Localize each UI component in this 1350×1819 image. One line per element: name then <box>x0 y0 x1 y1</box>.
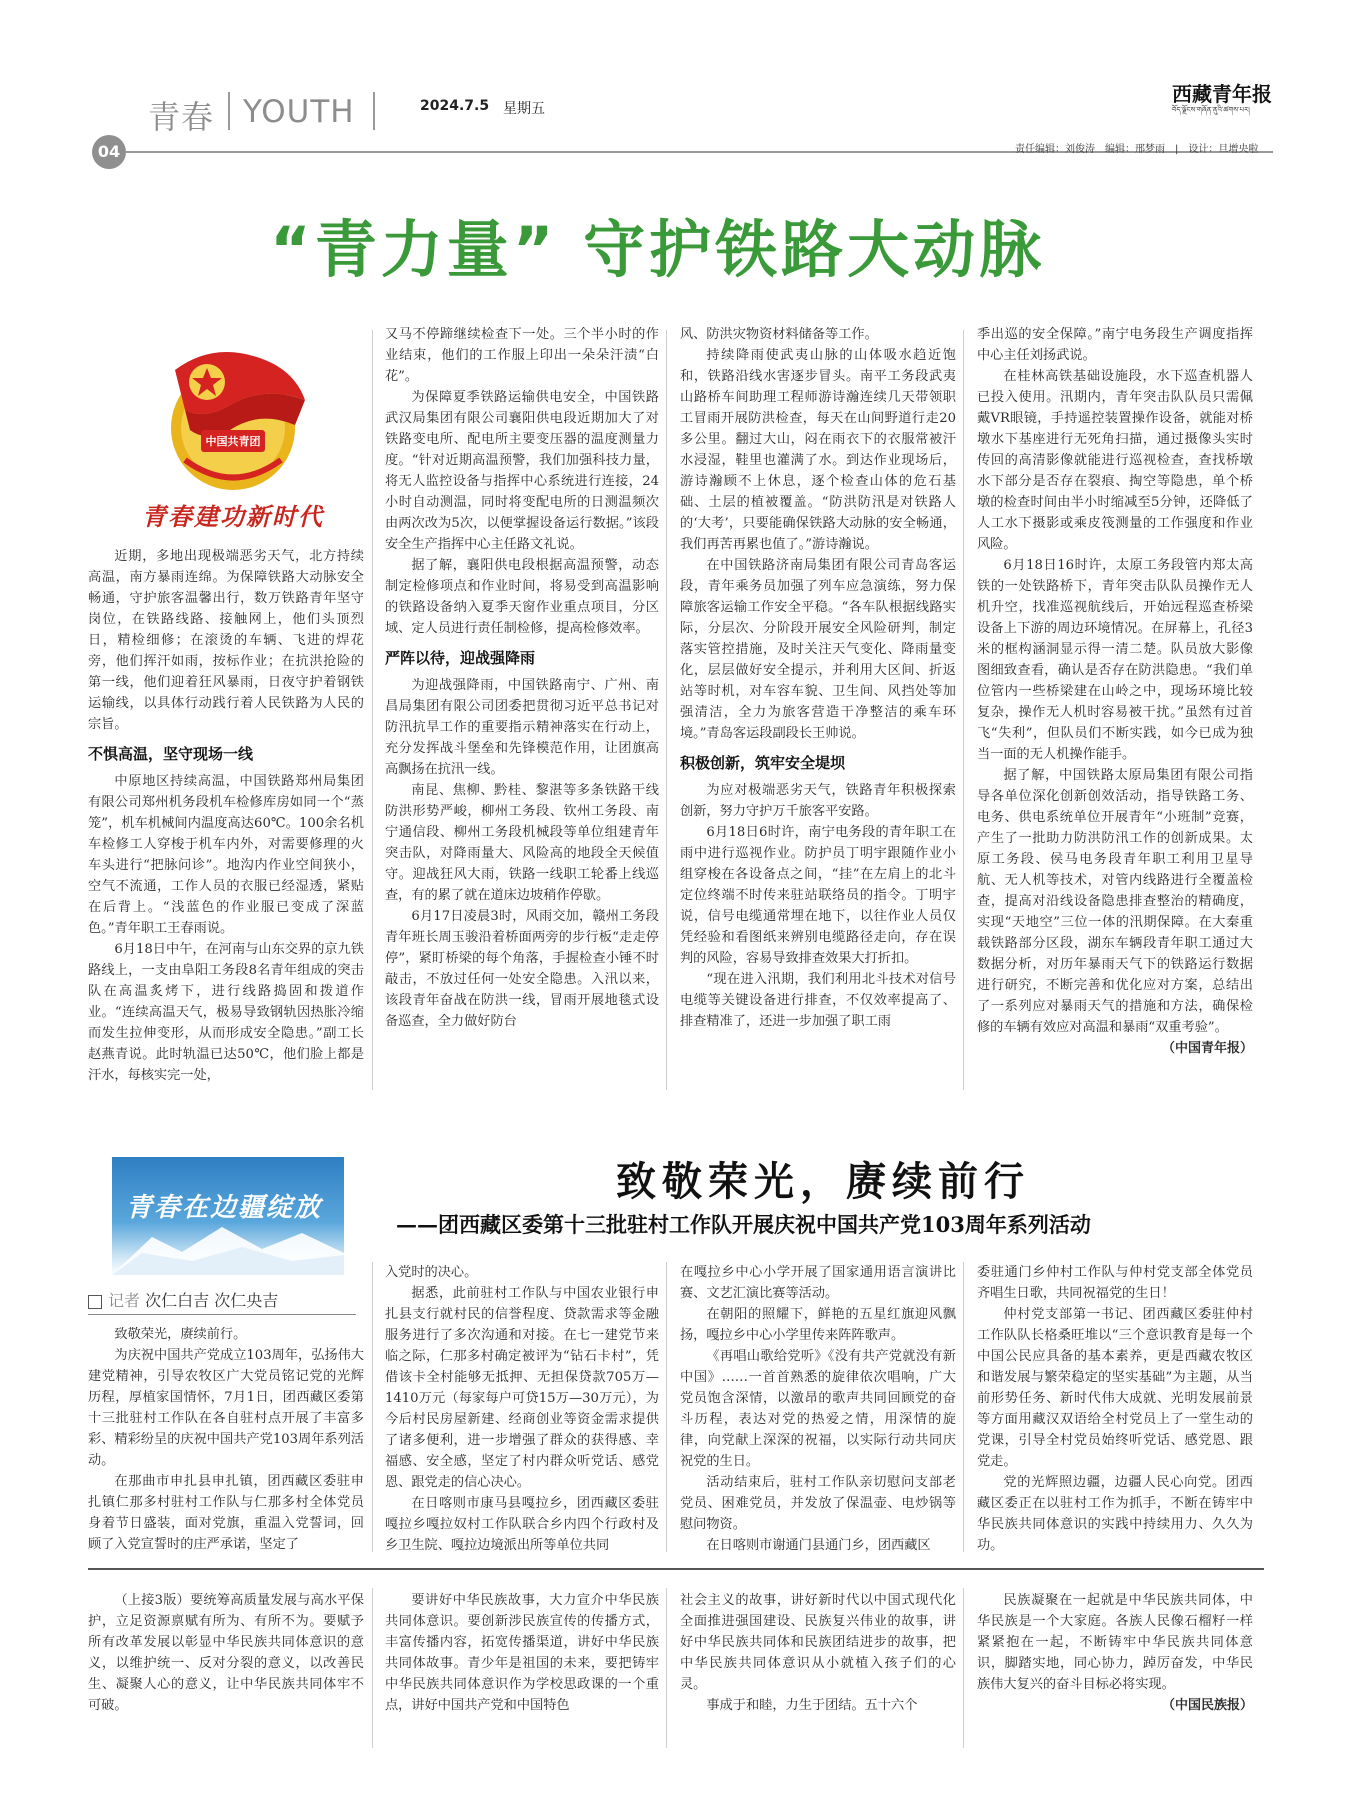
article3-column-2 <box>385 1590 659 1716</box>
article1-paragraph: 又马不停蹄继续检查下一处。三个半小时的作业结束，他们的工作服上印出一朵朵汗渍“白花”。 <box>385 327 659 384</box>
article2-subtitle: ——团西藏区委第十三批驻村工作队开展庆祝中国共产党103周年系列活动 <box>396 1212 1091 1237</box>
article1-paragraph: 6月18日16时许，太原工务段管内郑太高铁的一处铁路桥下，青年突击队队员操作无人机升空，找准巡视航线后，开始远程巡查桥梁设备上下游的周边环境情况。在屏幕上，孔径3米的框构涵洞显示得一清二楚。队员放大影像图细致查看，确认是否存在防洪隐患。“我们单位管内一些桥梁建在山岭之中，现场环境比较复杂，操作无人机时容易被干扰。”虽然有过首飞“失利”，但队员们不断实践，如今已成为独当一面的无人机操作能手。 <box>977 558 1253 762</box>
paper-logo-tibetan: བོད་ལྗོངས་གཞོན་ནུའི་ཚགས་པར། <box>1172 106 1250 114</box>
youth-league-emblem-icon <box>145 330 325 500</box>
article3-paragraph: 民族凝聚在一起就是中华民族共同体，中华民族是一个大家庭。各族人民像石榴籽一样紧紧抱在一起，不断铸牢中华民族共同体意识，脚踏实地，同心协力，踔厉奋发，中华民族伟大复兴的奋斗目标必将实现。 <box>977 1593 1253 1692</box>
section-title-en: YOUTH <box>243 94 355 130</box>
article2-column-1 <box>88 1324 364 1555</box>
article2-paragraph: 《再唱山歌给党听》《没有共产党就没有新中国》……一首首熟悉的旋律依次唱响，广大党员饱含深情，以激昂的歌声共同回顾党的奋斗历程，表达对党的热爱之情，用深情的旋律，向党献上深深的祝福，以实际行动共同庆祝党的生日。 <box>680 1349 956 1469</box>
article2-paragraph: 为庆祝中国共产党成立103周年，弘扬伟大建党精神，引导农牧区广大党员铭记党的光辉历程，厚植家国情怀，7月1日，团西藏区委第十三批驻村工作队在各自驻村点开展了丰富多彩、精彩纷呈的庆祝中国共产党103周年系列活动。 <box>88 1348 364 1468</box>
article2-paragraph: 在那曲市申扎县申扎镇，团西藏区委驻申扎镇仁那多村驻村工作队与仁那多村全体党员身着节日盛装，面对党旗，重温入党誓词，回顾了入党宣誓时的庄严承诺，坚定了 <box>88 1474 364 1552</box>
byline <box>88 1288 278 1311</box>
byline-label: 记者 <box>108 1291 141 1310</box>
article1-column-4 <box>977 324 1253 1059</box>
article1-subheading-3: 积极创新，筑牢安全堤坝 <box>680 754 846 772</box>
article1-title: “青力量” 守护铁路大动脉 <box>270 213 1046 286</box>
article1-paragraph: 在中国铁路济南局集团有限公司青岛客运段，青年乘务员加强了列车应急演练，努力保障旅客运输工作安全平稳。“各车队根据线路实际，分层次、分阶段开展安全风险研判，制定落实管控措施，及时关注天气变化、降雨量变化，层层做好安全提示，并利用大区间、折返站等时机，对车容车貌、卫生间、风挡处等加强清洁，全力为旅客营造干净整洁的乘车环境。”青岛客运段副段长王帅说。 <box>680 558 956 741</box>
column-rule <box>963 1262 964 1552</box>
article3-paragraph: 事成于和睦，力生于团结。五十六个 <box>706 1698 918 1713</box>
article1-column-1 <box>88 546 364 1086</box>
article3-paragraph: （上接3版）要统筹高质量发展与高水平保护，立足资源禀赋有所为、有所不为。要赋予所有改革发展以彰显中华民族共同体意识的意义，以维护统一、反对分裂的意义，以改善民生、凝聚人心的意义，让中华民族共同体牢不可破。 <box>88 1593 364 1713</box>
article1-paragraph: 为保障夏季铁路运输供电安全，中国铁路武汉局集团有限公司襄阳供电段近期加大了对铁路变电所、配电所主要变压器的温度测量力度。“针对近期高温预警，我们加强科技力量，将无人监控设备与指挥中心系统进行连接，24小时自动测温，同时将变配电所的日测温频次由两次改为5次，以便掌握设备运行数据。”该段安全生产指挥中心主任路文礼说。 <box>385 390 659 552</box>
column-rule <box>666 1588 667 1748</box>
header-divider <box>228 92 230 130</box>
article2-paragraph: 在日喀则市谢通门县通门乡，团西藏区 <box>706 1538 931 1553</box>
column-rule <box>666 1262 667 1552</box>
section-separator <box>88 1568 1264 1570</box>
column-rule <box>666 330 667 1090</box>
banner-title: 青春在边疆绽放 <box>126 1193 323 1223</box>
article3-column-4 <box>977 1590 1253 1716</box>
issue-date: 2024.7.5 <box>420 98 490 114</box>
article1-paragraph: 据了解，中国铁路太原局集团有限公司指导各单位深化创新创效活动，指导铁路工务、电务、供电系统单位开展青年“小班制”竞赛，产生了一批助力防洪防汛工作的创新成果。太原工务段、侯马电务段青年职工利用卫星导航、无人机等技术，对管内线路进行全覆盖检查，提高对沿线设备隐患排查整治的精确度，实现“天地空”三位一体的汛期保障。在大秦重载铁路部分区段，湖东车辆段青年职工通过大数据分析，对历年暴雨天气下的铁路运行数据进行研究，不断完善和优化应对方案，总结出了一系列应对暴雨天气的措施和方法，确保检修的车辆有效应对高温和暴雨“双重考验”。 <box>977 768 1253 1035</box>
column-rule <box>372 1262 373 1552</box>
column-rule <box>372 1588 373 1748</box>
article2-banner <box>112 1157 344 1275</box>
article1-subheading-1: 不惧高温，坚守现场一线 <box>88 745 254 763</box>
article3-column-3 <box>680 1590 956 1716</box>
article1-paragraph: 季出巡的安全保障。”南宁电务段生产调度指挥中心主任刘扬武说。 <box>977 327 1253 363</box>
article2-paragraph: 党的光辉照边疆，边疆人民心向党。团西藏区委正在以驻村工作为抓手，不断在铸牢中华民族共同体意识的实践中持续用力、久久为功。 <box>977 1475 1253 1553</box>
byline-icon <box>88 1295 102 1309</box>
article2-column-3 <box>680 1262 956 1556</box>
article1-paragraph: 6月17日凌晨3时，风雨交加，赣州工务段青年班长周玉骏沿着桥面两旁的步行板“走走停停”，紧盯桥梁的每个角落，手握检查小锤不时敲击，不放过任何一处安全隐患。入汛以来，该段青年奋战在防洪一线，冒雨开展地毯式设备巡查，全力做好防台 <box>385 909 659 1029</box>
article3-column-1 <box>88 1590 364 1716</box>
article3-paragraph: 要讲好中华民族故事，大力宣介中华民族共同体意识。要创新涉民族宣传的传播方式，丰富传播内容，拓宽传播渠道，讲好中华民族共同体故事。青少年是祖国的未来，要把铸牢中华民族共同体意识作为学校思政课的一个重点，讲好中国共产党和中国特色 <box>385 1593 659 1713</box>
article2-paragraph: 活动结束后，驻村工作队亲切慰问支部老党员、困难党员，并发放了保温壶、电炒锅等慰问物资。 <box>680 1475 956 1532</box>
article2-title: 致敬荣光，赓续前行 <box>616 1159 1030 1205</box>
article1-paragraph: 据了解，襄阳供电段根据高温预警，动态制定检修项点和作业时间，将易受到高温影响的铁路设备纳入夏季天窗作业重点项目，分区域、定人员进行责任制检修，提高检修效率。 <box>385 558 659 636</box>
article2-column-4 <box>977 1262 1253 1556</box>
article2-paragraph: 委驻通门乡仲村工作队与仲村党支部全体党员齐唱生日歌，共同祝福党的生日！ <box>977 1265 1253 1301</box>
article3-paragraph: 社会主义的故事，讲好新时代以中国式现代化全面推进强国建设、民族复兴伟业的故事，讲好中华民族共同体和民族团结进步的故事，把中华民族共同体意识从小就植入孩子们的心灵。 <box>680 1593 956 1692</box>
article1-column-3 <box>680 324 956 1032</box>
article1-paragraph: 持续降雨使武夷山脉的山体吸水趋近饱和，铁路沿线水害逐步冒头。南平工务段武夷山路桥车间助理工程师游诗瀚连续几天带领职工冒雨开展防洪检查，每天在山间野道行走20多公里。翻过大山，闷在雨衣下的衣服常被汗水浸湿，鞋里也灌满了水。到达作业现场后，游诗瀚顾不上休息，逐个检查山体的危石基础、土层的植被覆盖。“防洪防汛是对铁路人的‘大考’，只要能确保铁路大动脉的安全畅通，我们再苦再累也值了。”游诗瀚说。 <box>680 348 956 552</box>
emblem-badge-text: 中国共青团 <box>205 435 261 448</box>
byline-names: 次仁白吉 次仁央吉 <box>145 1291 279 1310</box>
article2-paragraph: 致敬荣光，赓续前行。 <box>114 1327 247 1342</box>
article1-paragraph: 为应对极端恶劣天气，铁路青年积极探索创新，努力守护万千旅客平安路。 <box>680 783 956 819</box>
article2-paragraph: 仲村党支部第一书记、团西藏区委驻仲村工作队队长格桑旺堆以“三个意识教育是每一个中国公民应具备的基本素养，更是西藏农牧区和谐发展与繁荣稳定的坚实基础”为主题，从当前形势任务、新时代伟大成就、光明发展前景等方面用藏汉双语给全村党员上了一堂生动的党课，引导全村党员始终听党话、感党恩、跟党走。 <box>977 1307 1253 1469</box>
column-rule <box>963 1588 964 1748</box>
article1-paragraph: 在桂林高铁基础设施段，水下巡查机器人已投入使用。汛期内，青年突击队队员只需佩戴VR眼镜，手持遥控装置操作设备，就能对桥墩水下基座进行无死角扫描，通过摄像头实时传回的高清影像就能进行巡视检查，查找桥墩水下部分是否存在裂痕、掏空等隐患，单个桥墩的检查时间由半小时缩减至5分钟，还降低了人工水下摄影或乘皮筏测量的工作强度和作业风险。 <box>977 369 1253 552</box>
column-rule <box>963 330 964 1090</box>
article2-paragraph: 入党时的决心。 <box>385 1265 478 1280</box>
section-title <box>148 92 214 138</box>
youth-league-emblem <box>145 330 325 500</box>
article2-paragraph: 在日喀则市康马县嘎拉乡，团西藏区委驻嘎拉乡嘎拉奴村工作队联合乡内四个行政村及乡卫生院、嘎拉边境派出所等单位共同 <box>385 1496 659 1553</box>
section-title-cn: 青春 <box>148 98 215 136</box>
header-divider-2 <box>373 92 375 130</box>
page-number-badge <box>92 135 126 169</box>
article2-column-2 <box>385 1262 659 1556</box>
paper-logo: 西藏青年报 <box>1172 82 1272 106</box>
article1-subheading-2: 严阵以待，迎战强降雨 <box>385 649 536 667</box>
article1-paragraph: 中原地区持续高温，中国铁路郑州局集团有限公司郑州机务段机车检修库房如同一个“蒸笼”，机车机械间内温度高达60℃。100余名机车检修工人穿梭于机车内外，对需要修理的火车头进行“把脉问诊”。地沟内作业空间狭小，空气不流通，工作人员的衣服已经湿透，紧贴在后背上。“浅蓝色的作业服已变成了深蓝色。”青年职工王春雨说。 <box>88 774 364 936</box>
article2-paragraph: 在嘎拉乡中心小学开展了国家通用语言演讲比赛、文艺汇演比赛等活动。 <box>680 1265 956 1301</box>
article2-paragraph: 在朝阳的照耀下，鲜艳的五星红旗迎风飘扬，嘎拉乡中心小学里传来阵阵歌声。 <box>680 1307 956 1343</box>
article1-intro: 近期，多地出现极端恶劣天气，北方持续高温，南方暴雨连绵。为保障铁路大动脉安全畅通，守护旅客温馨出行，数万铁路青年坚守岗位，在铁路线路、接触网上，他们头顶烈日，精检细修；在滚烫的车辆、飞进的焊花旁，他们挥汗如雨，按标作业；在抗洪抢险的第一线，他们迎着狂风暴雨，日夜守护着钢铁运输线，以具体行动践行着人民铁路为人民的宗旨。 <box>88 549 364 732</box>
article1-source: （中国青年报） <box>1161 1041 1253 1056</box>
page-number: 04 <box>97 142 121 161</box>
article1-paragraph: 6月18日中午，在河南与山东交界的京九铁路线上，一支由阜阳工务段8名青年组成的突击队在高温炙烤下，进行线路捣固和拨道作业。“连续高温天气，极易导致钢轨因热胀冷缩而发生拉伸变形，从而形成安全隐患。”副工长赵燕青说。此时轨温已达50℃，他们脸上都是汗水，每核实完一处， <box>88 942 364 1083</box>
article1-paragraph: “现在进入汛期，我们利用北斗技术对信号电缆等关键设备进行排查，不仅效率提高了、排查精准了，还进一步加强了职工雨 <box>680 972 956 1029</box>
article1-paragraph: 南昆、焦柳、黔桂、黎湛等多条铁路干线防洪形势严峻，柳州工务段、钦州工务段、南宁通信段、柳州工务段机械段等单位组建青年突击队，对降雨量大、风险高的地段全天候值守。迎战狂风大雨，铁路一线职工轮番上线巡查，有的累了就在道床边坡稍作停歇。 <box>385 783 659 903</box>
column-rule <box>372 330 373 1090</box>
byline-rule <box>88 1314 356 1315</box>
article1-column-2 <box>385 324 659 1032</box>
article1-paragraph: 风、防洪灾物资材料储备等工作。 <box>680 327 878 342</box>
issue-weekday: 星期五 <box>503 101 545 117</box>
article1-paragraph: 为迎战强降雨，中国铁路南宁、广州、南昌局集团有限公司团委把贯彻习近平总书记对防汛抗旱工作的重要指示精神落实在行动上，充分发挥战斗堡垒和先锋模范作用，让团旗高高飘扬在抗汛一线。 <box>385 678 659 777</box>
article2-paragraph: 据悉，此前驻村工作队与中国农业银行申扎县支行就村民的信誉程度、贷款需求等金融服务进行了多次沟通和对接。在七一建党节来临之际，仁那多村确定被评为“钻石卡村”，凭借该卡全村能够无抵押、无担保贷款705万—1410万元（每家每户可贷15万—30万元），为今后村民房屋新建、经商创业等资金需求提供了诸多便利，进一步增强了群众的获得感、幸福感、安全感，坚定了村内群众听党话、感党恩、跟党走的信心决心。 <box>385 1286 659 1490</box>
article3-source: （中国民族报） <box>1161 1698 1253 1713</box>
editor-credits: 责任编辑：刘俊涛 编辑：邢梦雨 | 设计：旦增央啦 <box>1015 144 1259 155</box>
article1-paragraph: 6月18日6时许，南宁电务段的青年职工在雨中进行巡视作业。防护员丁明宇跟随作业小组穿梭在各设备点之间，“挂”在左肩上的北斗定位终端不时传来驻站联络员的指令。丁明宇说，信号电缆通常埋在地下，以往作业人员仅凭经验和看图纸来辨别电缆路径走向，存在误判的风险，容易导致排查效果大打折扣。 <box>680 825 956 966</box>
emblem-caption: 青春建功新时代 <box>142 502 324 531</box>
